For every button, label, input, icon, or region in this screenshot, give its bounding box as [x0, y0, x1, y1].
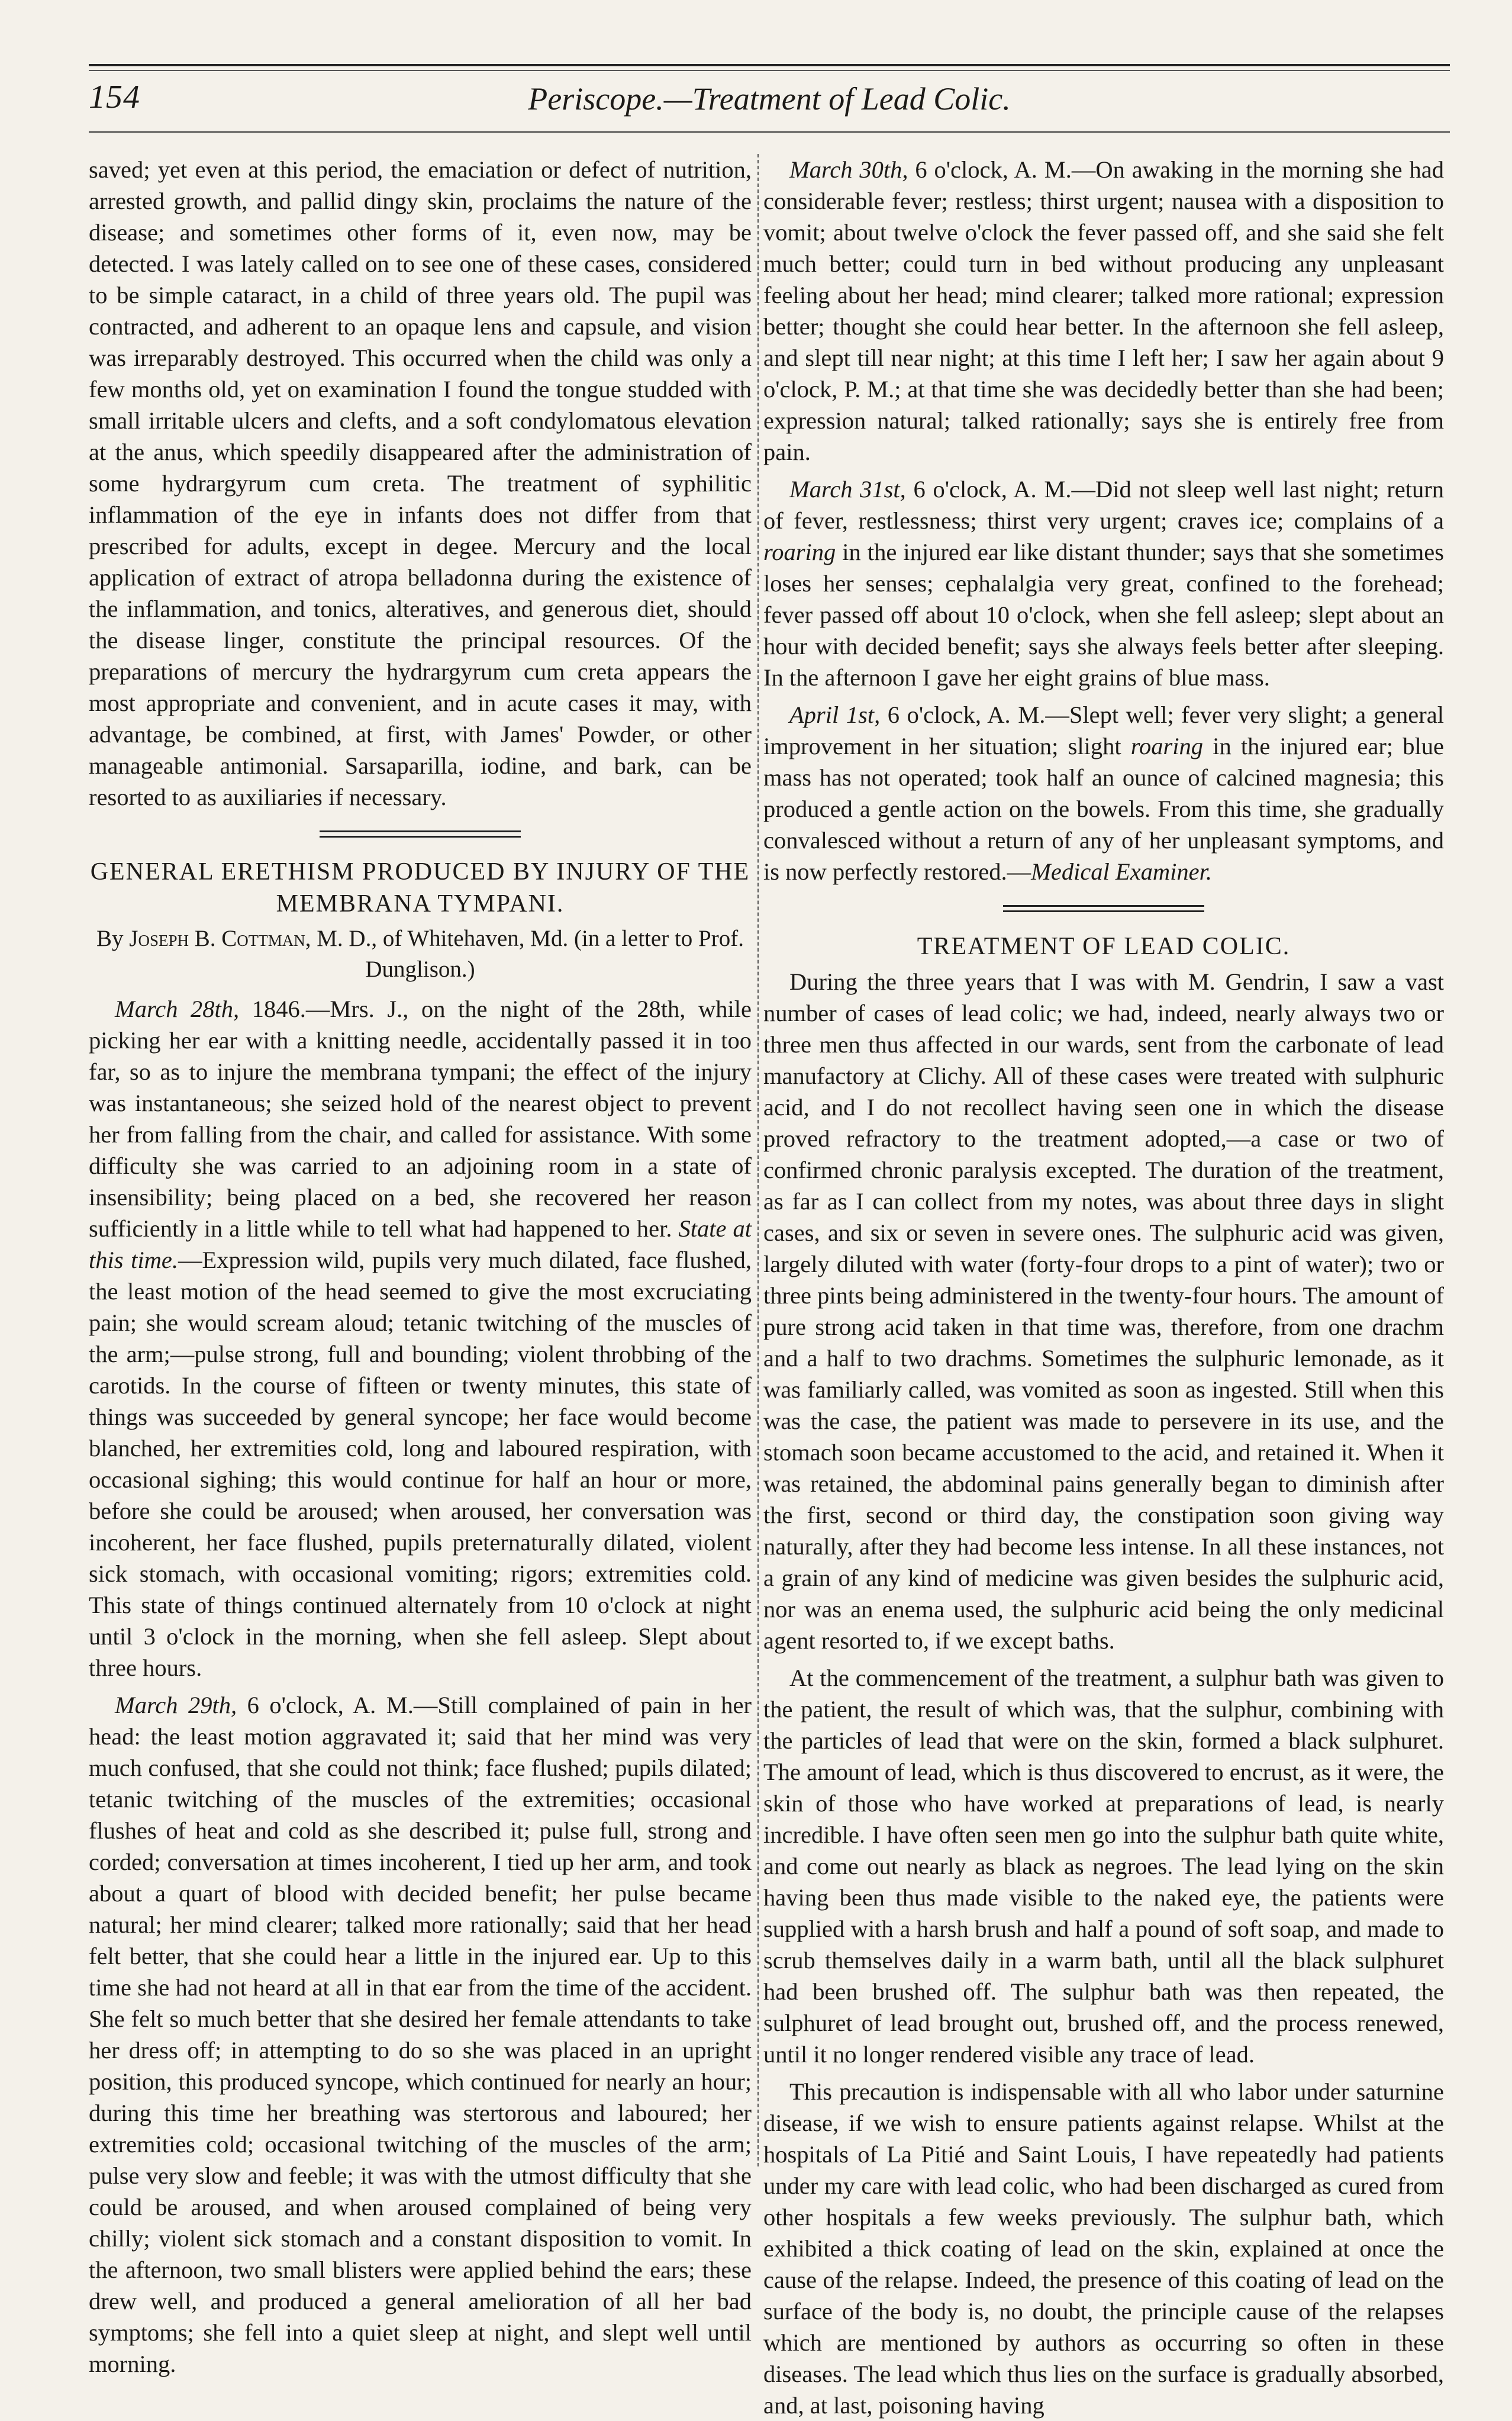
case-march-28-paragraph: [89, 993, 752, 1683]
roaring-term: roaring: [763, 539, 836, 565]
case-march-31-paragraph: [763, 474, 1444, 693]
lead-colic-paragraph-3: This precaution is indispensable with all who labor under saturnine disease, if we wish to ensure patients against relapse. Whilst at the hospitals of La Pitié and Saint Louis, I have repeatedly had patients under my care with lead colic, who had been discharged as cured from other hospitals a few weeks previously. The sulphur bath, which exhibited a thick coating of lead on the skin, explained at once the cause of the relapse. Indeed, the presence of this coating of lead on the surface of the body is, no doubt, the principle cause of the relapses which are mentioned by authors as occurring so often in these diseases. The lead which thus lies on the surface is gradually absorbed, and, at last, poisoning having: [763, 2078, 1444, 2419]
case-april-1-text: 6 o'clock, A. M.—Slept well; fever very slight; a general improvement in her situation; slight: [763, 701, 1444, 759]
state-at-this-time: State at this time.: [89, 1215, 752, 1273]
source-citation: Medical Examiner.: [1031, 858, 1213, 885]
roaring-term-2: roaring: [1130, 733, 1204, 759]
case-march-28-text: 1846.—Mrs. J., on the night of the 28th, while picking her ear with a knitting needle, accidentally passed it in too far, so as to injure the membrana tympani; the effect of the injury was instantaneous; she seized hold of the nearest object to prevent her from falling from the chair, and called for assistance. With some difficulty she was carried to an adjoining room in a state of insensibility; being placed on a bed, she recovered her reason sufficiently in a little while to tell what had happened to her.: [89, 996, 752, 1242]
date-march-29: March 29th,: [115, 1692, 237, 1718]
article-separator-right: [1003, 905, 1204, 914]
date-april-1: April 1st,: [789, 701, 881, 728]
left-column: [89, 154, 752, 2377]
case-march-30-paragraph: [763, 154, 1444, 468]
lead-colic-paragraph-1: During the three years that I was with M. Gendrin, I saw a vast number of cases of lead colic; we had, indeed, nearly always two or three men thus affected in our wards, sent from the carbonate of lead manufactory at Clichy. All of these cases were treated with sulphuric acid, and I do not recollect having seen one in which the disease proved refractory to the treatment adopted,—a case or two of confirmed chronic paralysis excepted. The duration of the treatment, as far as I can collect from my notes, was about three days in slight cases, and six or seven in severe ones. The sulphuric acid was given, largely diluted with water (forty-four drops to a pint of water); two or three pints being administered in the twenty-four hours. The amount of pure strong acid taken in that time was, therefore, from one drachm and a half to two drachms. Sometimes the sulphuric lemonade, as it was familiarly called, was vomited as soon as ingested. Still when this was the case, the patient was made to persevere in its use, and the stomach soon became accustomed to the acid, and retained it. When it was retained, the abdominal pains generally began to diminish after the first, second or third day, the constipation soon giving way naturally, after they had become less intense. In all these instances, not a grain of any kind of medicine was given besides the sulphuric acid, nor was an enema used, the sulphuric acid being the only medicinal agent resorted to, if we except baths.: [763, 968, 1444, 1654]
case-march-30-text: 6 o'clock, A. M.—On awaking in the morning she had considerable fever; restless; thirst urgent; nausea with a disposition to vomit; about twelve o'clock the fever passed off, and she said she felt much better; could turn in bed without producing any unpleasant feeling about her head; mind clearer; talked more rational; expression better; thought she could hear better. In the afternoon she fell asleep, and slept till near night; at this time I left her; I saw her again about 9 o'clock, P. M.; at that time she was decidedly better than she had been; expression natural; talked rationally; says she is entirely free from pain.: [763, 156, 1444, 465]
case-march-31-text: 6 o'clock, A. M.—Did not sleep well last night; return of fever, restlessness; thirst very urgent; craves ice; complains of a: [763, 476, 1445, 534]
page-header: [89, 78, 1450, 125]
top-double-rule: [89, 64, 1450, 66]
byline-affiliation: , M. D., of Whitehaven, Md. (in a letter to Prof. Dunglison.): [305, 926, 744, 982]
case-march-29-text: 6 o'clock, A. M.—Still complained of pain in her head: the least motion aggravated it; said that her mind was very much confused, that she could not think; face flushed; pupils dilated; tetanic twitching of the muscles of the extremities; occasional flushes of heat and cold as she described it; pulse full, strong and corded; conversation at times incoherent, I tied up her arm, and took about a quart of blood with decided benefit; her pulse became natural; her mind clearer; talked more rationally; said that her head felt better, that she could hear a little in the injured ear. Up to this time she had not heard at all in that ear from the time of the accident. She felt so much better that she desired her female attendants to take her dress off; in attempting to do so she was placed in an upright position, this produced syncope, which continued for nearly an hour; during this time her breathing was stertorous and laboured; her extremities cold; occasional twitching of the muscles of the arm; pulse very slow and feeble; it was with the utmost difficulty that she could be aroused, and when aroused complained of being very chilly; violent sick stomach and a constant disposition to vomit. In the afternoon, two small blisters were applied behind the ears; these drew well, and produced a general amelioration of all her bad symptoms; she fell into a quiet sleep at night, and slept well until morning.: [89, 1692, 752, 2377]
column-divider: [757, 154, 759, 2166]
article-byline: [89, 923, 752, 985]
lead-colic-paragraph-2: At the commencement of the treatment, a sulphur bath was given to the patient, the result of which was, that the sulphur, combining with the particles of lead that were on the skin, formed a black sulphuret. The amount of lead, which is thus discovered to encrust, as it were, the skin of those who have worked at preparations of lead, is nearly incredible. I have often seen men go into the sulphur bath quite white, and come out nearly as black as negroes. The lead lying on the skin having been thus made visible to the naked eye, the patients were supplied with a harsh brush and half a pound of soft soap, and made to scrub themselves daily in a warm bath, until all the black sulphuret had been brushed off. The sulphur bath was then repeated, the sulphuret of lead brought out, brushed off, and the process renewed, until it no longer rendered visible any trace of lead.: [763, 1665, 1444, 2068]
article-title-lead-colic: TREATMENT OF LEAD COLIC.: [917, 933, 1291, 960]
right-column: [763, 154, 1445, 2419]
article-title-erethism: GENERAL ERETHISM PRODUCED BY INJURY OF THE MEMBRANA TYMPANI.: [90, 858, 750, 917]
page-number: 154: [89, 79, 140, 115]
byline-author: Joseph B. Cottman: [129, 926, 305, 951]
syphilis-continuation-paragraph: saved; yet even at this period, the emaciation or defect of nutrition, arrested growth, and pallid dingy skin, proclaims the nature of the disease; and sometimes other forms of it, even now, may be detected. I was lately called on to see one of these cases, considered to be simple cataract, in a child of three years old. The pupil was contracted, and adherent to an opaque lens and capsule, and vision was irreparably destroyed. This occurred when the child was only a few months old, yet on examination I found the tongue studded with small irritable ulcers and clefts, and a soft condylomatous elevation at the anus, which speedily disappeared after the administration of some hydrargyrum cum creta. The treatment of syphilitic inflammation of the eye in infants does not differ from that prescribed for adults, except in degee. Mercury and the local application of extract of atropa belladonna during the existence of the inflammation, and tonics, alteratives, and generous diet, should the disease linger, constitute the principal resources. Of the preparations of mercury the hydrargyrum cum creta appears the most appropriate and convenient, and in acute cases it may, with advantage, be combined, at first, with James' Powder, or other manageable antimonial. Sarsaparilla, iodine, and bark, can be resorted to as auxiliaries if necessary.: [89, 156, 752, 810]
header-rule: [89, 131, 1450, 133]
case-march-28-text-b: —Expression wild, pupils very much dilated, face flushed, the least motion of the head seemed to give the most excruciating pain; she would scream aloud; tetanic twitching of the muscles of the arm;—pulse strong, full and bounding; violent throbbing of the carotids. In the course of fifteen or twenty minutes, this state of things was succeeded by general syncope; her face would become blanched, her extremities cold, long and laboured respiration, with occasional sighing; this would continue for half an hour or more, before she could be aroused; when aroused, her conversation was incoherent, her face flushed, pupils preternaturally dilated, violent sick stomach, with occasional vomiting; rigors; extremities cold. This state of things continued alternately from 10 o'clock at night until 3 o'clock in the morning, when she fell asleep. Slept about three hours.: [89, 1247, 752, 1681]
date-march-28: March 28th,: [115, 996, 240, 1022]
case-march-29-paragraph: [89, 1689, 752, 2380]
case-march-31-text-b: in the injured ear like distant thunder; says that she sometimes loses her senses; cephalalgia very great, confined to the forehead; fever passed off about 10 o'clock, when she fell asleep; slept about an hour with decided benefit; says she always feels better after sleeping. In the afternoon I gave her eight grains of blue mass.: [763, 539, 1444, 691]
case-april-1-paragraph: [763, 699, 1444, 887]
case-april-1-text-b: in the injured ear; blue mass has not operated; took half an ounce of calcined magnesia; this produced a gentle action on the bowels. From this time, she gradually convalesced without a return of any of her unpleasant symptoms, and is now perfectly restored.—: [763, 733, 1444, 885]
date-march-31: March 31st,: [789, 476, 906, 503]
top-double-rule-inner: [89, 70, 1450, 71]
date-march-30: March 30th,: [789, 156, 908, 183]
byline-by: By: [96, 926, 124, 951]
article-separator: [320, 830, 521, 839]
running-head: Periscope.—Treatment of Lead Colic.: [528, 81, 1011, 117]
